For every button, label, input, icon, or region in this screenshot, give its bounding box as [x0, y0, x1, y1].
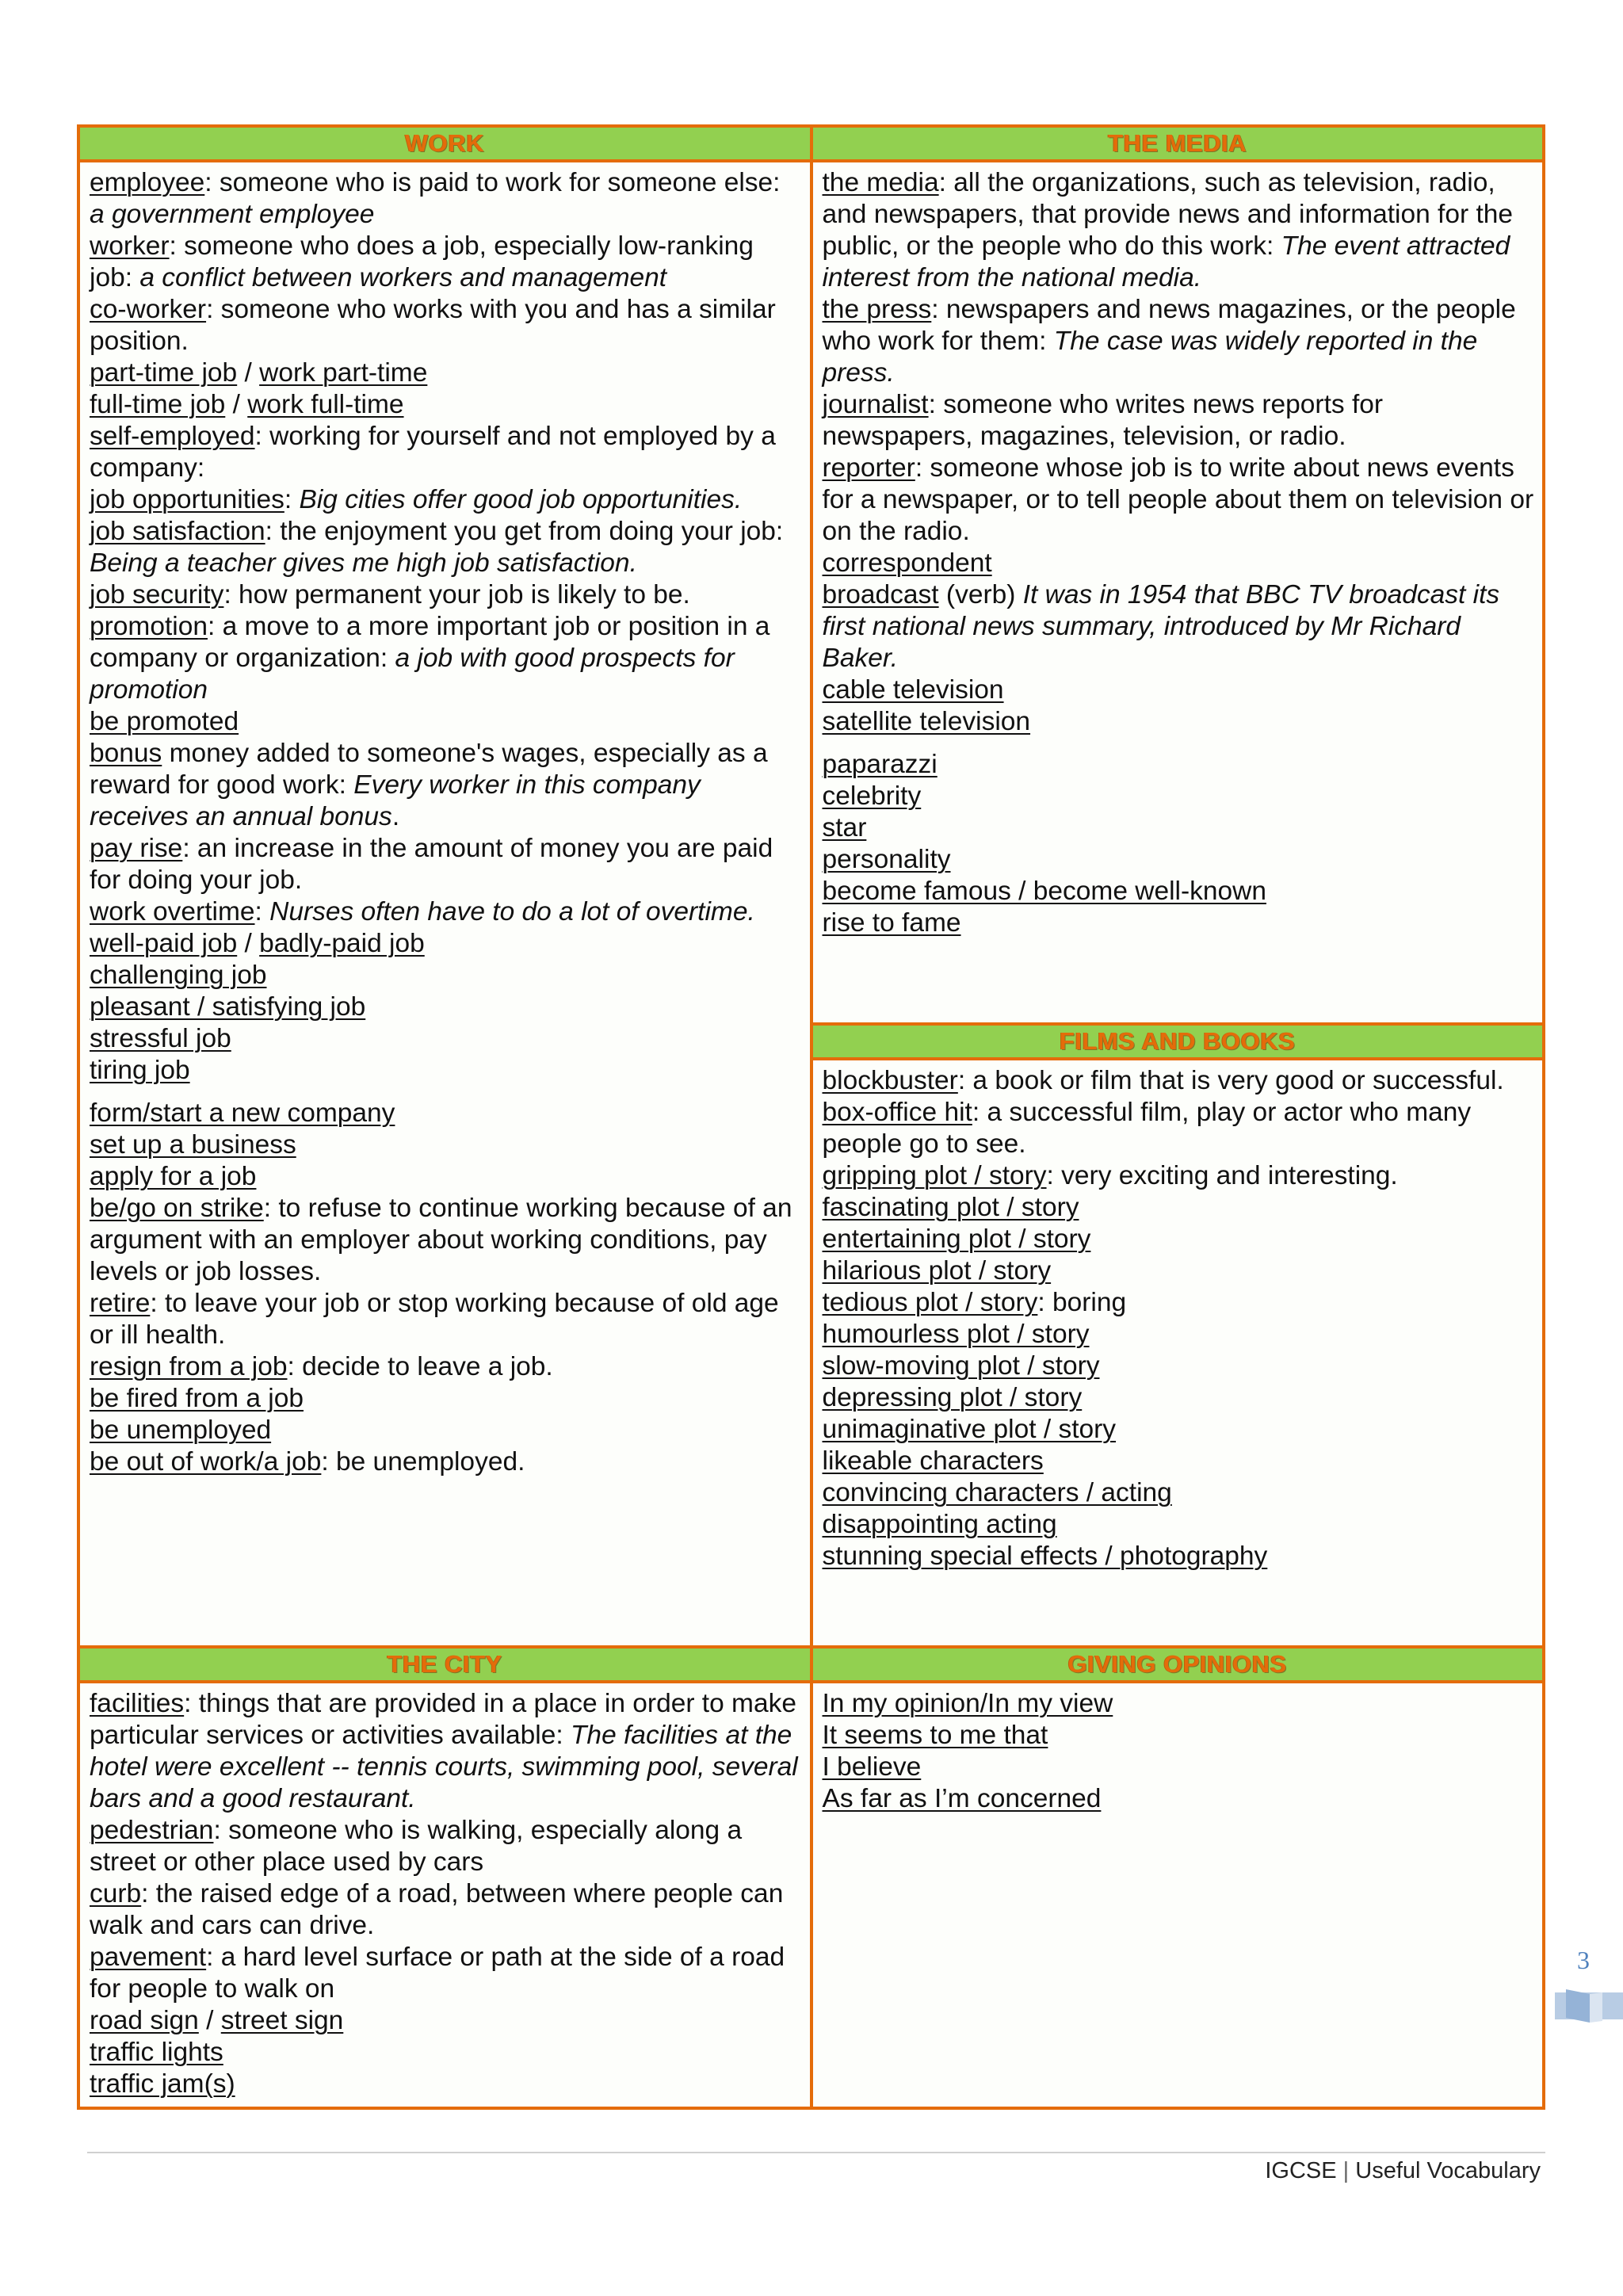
vocab-entry	[90, 1878, 802, 1942]
vocab-term: co-worker	[90, 295, 207, 324]
vocab-entry	[823, 1160, 1535, 1192]
vocab-entry	[823, 812, 1535, 844]
example-text: The event attracted interest from the national media.	[822, 231, 1510, 292]
vocab-term: pleasant / satisfying job	[90, 992, 366, 1022]
vocab-term: well-paid job	[90, 929, 238, 958]
definition-text: : boring	[1037, 1288, 1127, 1317]
vocab-entry	[823, 167, 1535, 294]
vocab-term: resign from a job	[90, 1352, 288, 1381]
example-text: The facilities at the hotel were excellent -- tennis courts, swimming pool, several bars and a good restaurant.	[90, 1721, 798, 1813]
vocab-entry	[90, 516, 802, 579]
vocab-entry	[823, 674, 1535, 706]
vocab-term: form/start a new company	[90, 1098, 395, 1128]
vocab-term: apply for a job	[90, 1162, 257, 1191]
vocab-entry	[823, 876, 1535, 907]
definition-text: :	[254, 897, 270, 926]
definition-text: : be unemployed.	[321, 1447, 525, 1477]
definition-text: : a move to a more important job or position in a company or organization:	[90, 612, 770, 673]
vocab-entry	[823, 749, 1535, 781]
vocab-term: entertaining plot / story	[822, 1224, 1091, 1254]
vocab-entry	[90, 1288, 802, 1351]
city-section	[78, 1647, 812, 2108]
vocab-term: reporter	[822, 453, 915, 483]
definition-text: : decide to leave a job.	[287, 1352, 553, 1381]
example-text: The case was widely reported in the press.	[822, 327, 1478, 388]
vocab-term: challenging job	[90, 961, 267, 990]
vocab-entry	[823, 1509, 1535, 1541]
vocab-term: traffic lights	[90, 2038, 223, 2067]
vocab-term: job opportunities	[90, 485, 285, 514]
vocab-entry	[823, 1446, 1535, 1477]
media-section-title: THE MEDIA	[813, 128, 1543, 162]
definition-text: : someone whose job is to write about news events for a newspaper, or to tell people about them on television or on the radio.	[822, 453, 1534, 546]
vocab-entry	[90, 389, 802, 421]
vocab-term: I believe	[822, 1752, 922, 1782]
vocab-term: star	[822, 813, 867, 842]
definition-text: : someone who does a job, especially low-ranking job:	[90, 231, 754, 292]
vocab-entry	[90, 1383, 802, 1415]
vocab-term: As far as I’m concerned	[822, 1784, 1102, 1813]
vocab-entry	[90, 960, 802, 991]
vocab-term: job satisfaction	[90, 517, 265, 546]
vocab-entry	[90, 1023, 802, 1055]
vocab-entry	[90, 1815, 802, 1878]
definition-text: : a successful film, play or actor who many people go to see.	[822, 1098, 1472, 1159]
vocab-term: stunning special effects / photography	[822, 1541, 1268, 1571]
vocab-term: correspondent	[822, 548, 992, 578]
vocab-term: pay rise	[90, 834, 183, 863]
entry-spacer	[823, 738, 1535, 749]
vocab-term: slow-moving plot / story	[822, 1351, 1100, 1381]
right-column-top	[812, 126, 1545, 1647]
vocab-term: work part-time	[259, 358, 428, 388]
vocab-term: stressful job	[90, 1024, 231, 1053]
vocab-term: convincing characters / acting	[822, 1478, 1172, 1507]
vocab-entry	[90, 2069, 802, 2100]
vocabulary-table	[77, 124, 1545, 2110]
work-entries	[80, 162, 810, 1484]
vocab-entry	[823, 844, 1535, 876]
vocab-term: personality	[822, 845, 951, 874]
example-text: Nurses often have to do a lot of overtime.	[269, 897, 755, 926]
vocab-term: part-time job	[90, 358, 238, 388]
vocab-entry	[90, 991, 802, 1023]
vocab-term: depressing plot / story	[822, 1383, 1083, 1412]
vocab-term: street sign	[220, 2006, 344, 2035]
vocab-entry	[823, 907, 1535, 939]
definition-text: : someone who is paid to work for someone else:	[204, 168, 781, 197]
vocab-term: In my opinion/In my view	[822, 1689, 1113, 1718]
vocab-term: job security	[90, 580, 224, 609]
vocab-term: be promoted	[90, 707, 239, 736]
vocab-entry	[823, 1255, 1535, 1287]
vocab-term: tiring job	[90, 1056, 190, 1085]
vocab-entry	[823, 1287, 1535, 1319]
example-text: It was in 1954 that BBC TV broadcast its first national news summary, introduced by Mr Richard Baker.	[822, 580, 1500, 673]
vocab-entry	[90, 611, 802, 706]
vocab-entry	[90, 579, 802, 611]
definition-text: : how permanent your job is likely to be.	[223, 580, 690, 609]
vocab-entry	[823, 389, 1535, 453]
vocab-entry	[90, 231, 802, 294]
vocab-entry	[90, 896, 802, 928]
vocab-entry	[90, 738, 802, 833]
vocab-term: disappointing acting	[822, 1510, 1057, 1539]
definition-text: :	[284, 485, 300, 514]
vocab-entry	[823, 1382, 1535, 1414]
vocab-entry	[90, 2037, 802, 2069]
vocab-term: the press	[822, 295, 932, 324]
example-text: a government employee	[90, 200, 375, 229]
vocab-term: full-time job	[90, 390, 226, 419]
vocab-term: be unemployed	[90, 1415, 272, 1445]
vocab-entry	[823, 1688, 1535, 1720]
vocab-term: satellite television	[822, 707, 1031, 736]
work-section-title: WORK	[80, 128, 810, 162]
vocab-term: badly-paid job	[259, 929, 425, 958]
vocab-term: pedestrian	[90, 1816, 214, 1845]
definition-text: : the enjoyment you get from doing your job:	[265, 517, 784, 546]
definition-text: : very exciting and interesting.	[1046, 1161, 1398, 1190]
vocab-entry	[823, 1414, 1535, 1446]
vocab-term: work full-time	[247, 390, 404, 419]
vocab-entry	[90, 294, 802, 357]
media-entries	[813, 162, 1543, 1022]
vocab-entry	[90, 1055, 802, 1087]
vocab-term: curb	[90, 1879, 142, 1908]
opinions-section	[812, 1647, 1545, 2108]
vocab-entry	[90, 1129, 802, 1161]
footer-separator: |	[1336, 2158, 1356, 2183]
vocab-entry	[90, 357, 802, 389]
vocab-entry	[823, 706, 1535, 738]
definition-text: : someone who is walking, especially along a street or other place used by cars	[90, 1816, 743, 1877]
vocab-term: rise to fame	[822, 908, 961, 938]
vocab-entry	[90, 833, 802, 896]
vocab-entry	[823, 1783, 1535, 1815]
definition-text: /	[237, 358, 260, 388]
definition-text: : someone who writes news reports for newspapers, magazines, television, or radio.	[822, 390, 1384, 451]
vocab-entry	[90, 1446, 802, 1478]
vocab-entry	[823, 579, 1535, 674]
city-section-title: THE CITY	[80, 1648, 810, 1683]
vocab-term: box-office hit	[822, 1098, 972, 1127]
definition-text: : newspapers and news magazines, or the people who work for them:	[822, 295, 1516, 356]
definition-text: : someone who works with you and has a similar position.	[90, 295, 776, 356]
city-entries	[80, 1683, 810, 2107]
vocab-entry	[90, 1161, 802, 1193]
opinions-entries	[813, 1683, 1543, 1821]
definition-text: (verb)	[938, 580, 1023, 609]
opinions-section-title: GIVING OPINIONS	[813, 1648, 1543, 1683]
vocab-entry	[823, 1752, 1535, 1783]
vocab-entry	[823, 1541, 1535, 1572]
page-number: 3	[1577, 1946, 1590, 1974]
vocab-term: retire	[90, 1289, 151, 1318]
vocab-term: likeable characters	[822, 1446, 1044, 1476]
vocab-entry	[90, 1942, 802, 2005]
vocab-term: cable television	[822, 675, 1004, 705]
vocab-term: It seems to me that	[822, 1721, 1048, 1750]
vocab-entry	[823, 1065, 1535, 1097]
example-text: a job with good prospects for promotion	[90, 644, 735, 705]
vocab-entry	[90, 928, 802, 960]
vocab-term: celebrity	[822, 781, 922, 811]
vocab-entry	[90, 1351, 802, 1383]
example-text: Big cities offer good job opportunities.	[299, 485, 743, 514]
vocab-term: promotion	[90, 612, 208, 641]
vocab-term: unimaginative plot / story	[822, 1415, 1117, 1444]
vocab-entry	[823, 1224, 1535, 1255]
vocab-term: facilities	[90, 1689, 185, 1718]
vocab-term: road sign	[90, 2006, 199, 2035]
vocab-entry	[823, 1350, 1535, 1382]
vocab-entry	[823, 781, 1535, 812]
definition-text: : a hard level surface or path at the side of a road for people to walk on	[90, 1943, 785, 2004]
definition-text: : to leave your job or stop working because of old age or ill health.	[90, 1289, 779, 1350]
films-section-title: FILMS AND BOOKS	[813, 1022, 1543, 1060]
vocab-entry	[823, 1192, 1535, 1224]
vocab-term: paparazzi	[822, 750, 938, 779]
vocab-entry	[823, 1319, 1535, 1350]
definition-text: : working for yourself and not employed by a company:	[90, 422, 776, 483]
films-entries	[813, 1060, 1543, 1579]
vocab-term: traffic jam(s)	[90, 2069, 235, 2099]
vocab-entry	[823, 294, 1535, 389]
definition-text: : the raised edge of a road, between where people can walk and cars can drive.	[90, 1879, 784, 1940]
definition-text: : to refuse to continue working because of an argument with an employer about working conditions, pay levels or job losses.	[90, 1194, 792, 1286]
definition-text: : a book or film that is very good or successful.	[957, 1066, 1504, 1095]
definition-text: : all the organizations, such as television, radio, and newspapers, that provide news and information for the public, or the people who do this work:	[822, 168, 1514, 261]
vocab-term: tedious plot / story	[822, 1288, 1038, 1317]
vocab-term: bonus	[90, 739, 162, 768]
vocab-term: blockbuster	[822, 1066, 958, 1095]
vocab-term: be/go on strike	[90, 1194, 264, 1223]
vocab-term: set up a business	[90, 1130, 296, 1159]
vocab-term: humourless plot / story	[822, 1320, 1090, 1349]
vocab-entry	[823, 453, 1535, 548]
vocab-term: gripping plot / story	[822, 1161, 1047, 1190]
vocab-term: self-employed	[90, 422, 255, 451]
vocab-entry	[90, 421, 802, 484]
vocab-term: become famous / become well-known	[822, 877, 1266, 906]
example-text: Every worker in this company receives an annual bonus	[90, 770, 701, 831]
vocab-entry	[823, 1477, 1535, 1509]
definition-text: /	[198, 2006, 221, 2035]
footer-title: Useful Vocabulary	[1355, 2158, 1541, 2183]
definition-text: : an increase in the amount of money you are paid for doing your job.	[90, 834, 773, 895]
vocab-term: pavement	[90, 1943, 207, 1972]
entry-spacer	[90, 1087, 802, 1098]
vocab-term: employee	[90, 168, 205, 197]
vocab-entry	[823, 1097, 1535, 1160]
vocab-term: be out of work/a job	[90, 1447, 322, 1477]
vocab-term: hilarious plot / story	[822, 1256, 1052, 1286]
vocab-term: be fired from a job	[90, 1384, 304, 1413]
definition-text: .	[391, 802, 400, 831]
work-section	[78, 126, 812, 1647]
example-text: Being a teacher gives me high job satisfaction.	[90, 548, 637, 578]
definition-text: money added to someone's wages, especially as a reward for good work:	[90, 739, 768, 800]
vocab-entry	[90, 1415, 802, 1446]
page-tab-icon	[1555, 1989, 1623, 2023]
footer-divider	[87, 2152, 1545, 2153]
page-footer	[1265, 2158, 1541, 2184]
footer-course: IGCSE	[1265, 2158, 1337, 2183]
vocab-entry	[90, 1688, 802, 1815]
vocab-term: fascinating plot / story	[822, 1193, 1079, 1222]
vocab-term: worker	[90, 231, 170, 261]
vocab-entry	[90, 1098, 802, 1129]
vocab-entry	[90, 706, 802, 738]
vocab-entry	[823, 548, 1535, 579]
vocab-entry	[823, 1720, 1535, 1752]
vocab-entry	[90, 2005, 802, 2037]
vocab-term: broadcast	[822, 580, 939, 609]
definition-text: /	[225, 390, 248, 419]
vocab-entry	[90, 1193, 802, 1288]
vocab-term: work overtime	[90, 897, 255, 926]
example-text: a conflict between workers and management	[139, 263, 667, 292]
definition-text: /	[237, 929, 260, 958]
vocab-term: journalist	[822, 390, 929, 419]
vocab-term: the media	[822, 168, 939, 197]
vocab-entry	[90, 167, 802, 231]
definition-text: : things that are provided in a place in order to make particular services or activities available:	[90, 1689, 796, 1750]
vocab-entry	[90, 484, 802, 516]
